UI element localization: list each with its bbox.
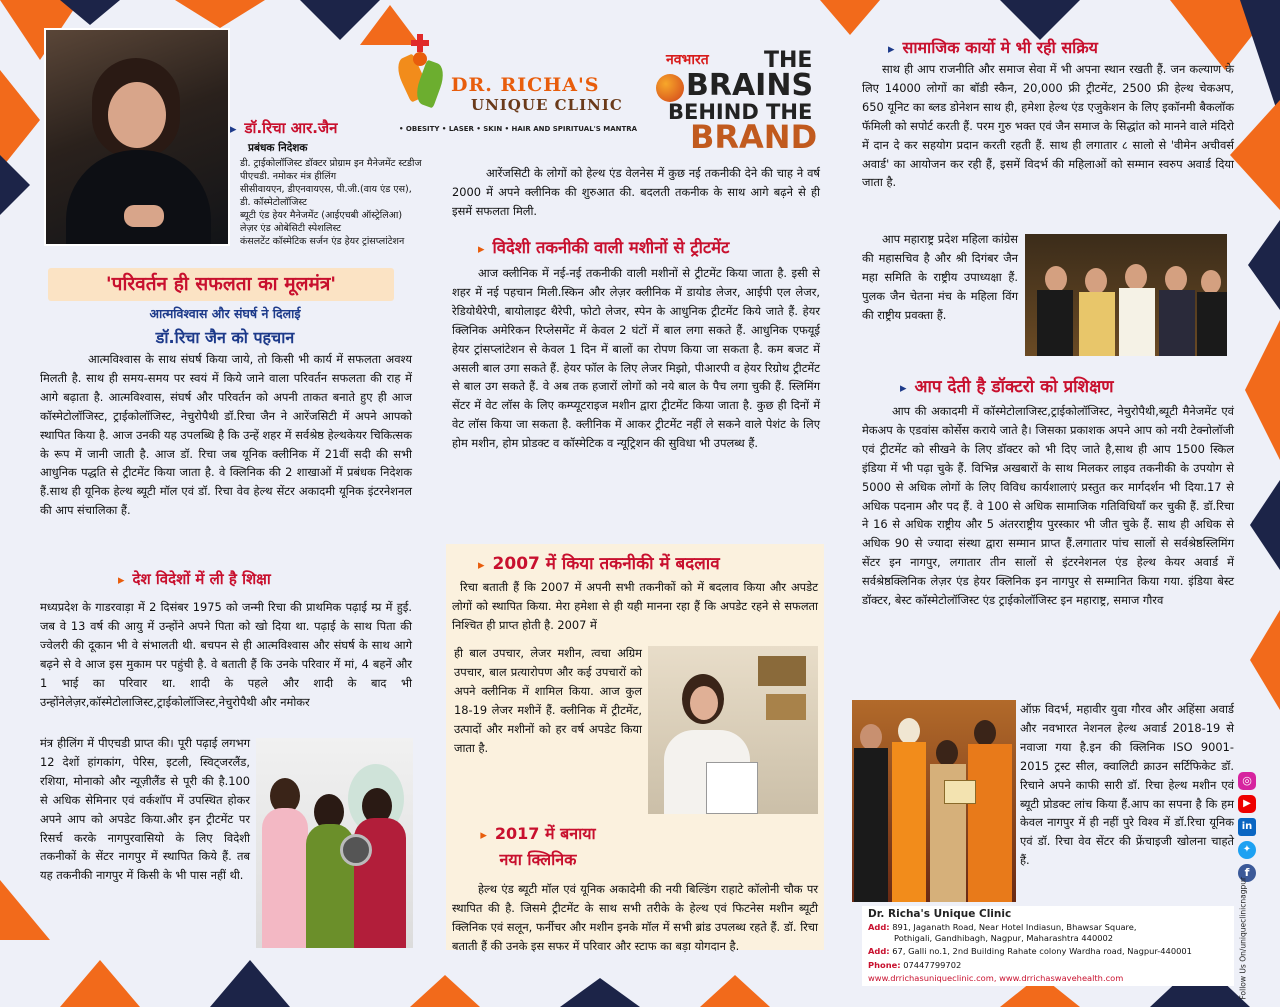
navbharat-logo: नवभारत: [666, 52, 709, 68]
col3-para2: आप महाराष्ट्र प्रदेश महिला कांग्रेस की महासचिव है और श्री दिगंबर जैन महा समिति के राष्ट्रीय उपाध्यक्षा हैं. पुलक जैन चेतना मंच के महिला विंग की राष्ट्रीय प्रवक्ता हैं.: [862, 232, 1018, 322]
col1-para2: मध्यप्रदेश के गाडरवाड़ा में 2 दिसंबर 1975 को जन्मी रिचा की प्राथमिक पढ़ाई म्प्र में हुई. जब वे 13 वर्ष की आयु में उन्होंने अपने पिता को खो दिया था. पढ़ाई के साथ पिता की ज्वेलरी की दूकान भी वे संभालती थी. बचपन से ही आत्मविश्वास और संघर्ष के साथ आगे बढ़ने से वे आज इस मुकाम पर पहुंची है. वे बताती हैं कि उनके परिवार में मां, 4 बहनें और 1 भाई का परिवार था. शादी के पहले और शादी के बाद भी उन्होंनेलेज़र,कॉस्मेटोलाजिस्ट,ट्राईकोलॉजिस्ट,नेचुरोपैथी और नमोकर: [40, 600, 412, 709]
profile-name: डॉ.रिचा आर.जैन: [244, 119, 338, 137]
clinic-logo: [393, 34, 638, 142]
headline-banner: [48, 268, 394, 301]
bullet-icon: ▸: [888, 42, 895, 57]
address-1-line-2: Pothigali, Gandhibagh, Nagpur, Maharashtra 440002: [894, 933, 1114, 943]
subhead-name: डॉ.रिचा जैन को पहचान: [155, 328, 295, 347]
col2-head3-line1: [468, 822, 608, 848]
address-1-line-1: 891, Jaganath Road, Near Hotel Indiasun, Bhawsar Square,: [892, 922, 1137, 932]
credential-line: सीसीवायएन, डीएनवायएस, पी.जी.(वाय एंड एस),: [240, 184, 412, 195]
award-photo-group: [256, 738, 413, 948]
twitter-icon[interactable]: ✦: [1238, 841, 1256, 859]
col2-head3-line2: नया क्लिनिक: [499, 850, 577, 869]
subhead: आत्मविश्वास और संघर्ष ने दिलाई: [149, 306, 301, 321]
bullet-icon: ▸: [480, 828, 487, 843]
clinic-tagline: • OBESITY • LASER • SKIN • HAIR AND SPIRITUAL'S MANTRA: [399, 125, 638, 133]
bullet-icon: ▸: [118, 573, 125, 588]
col3-para1: साथ ही आप राजनीति और समाज सेवा में भी अपना स्थान रखती हैं. जन कल्याण के लिए 14000 लोगों का बॉडी स्कैन, 20,000 फ्री ट्रीटमेंट, 2500 फ्री हेल्थ चेकअप, 650 यूनिट का ब्लड डोनेशन साथ ही, हमेशा हेल्थ एंड एजुकेशन के लिए इकॉनमी बैकलॉक फॅमिली को सपोर्ट करती हैं. परम गुरु भक्त एवं जैन समाज के सिद्धांत को मानने वाले मंदिरो में दान दे कर सहयोग प्रदान करती रहती हैं. साथ ही लगातार ८ सालो से 'वीमेन अचीवर्स अवार्ड' का आयोजन कर रही हैं, इसमें विदर्भ की महिलाओं को सम्मान स्वरुप अवार्ड दिया जाता है.: [862, 62, 1234, 190]
credential-line: डी. कॉस्मेटोलॉजिस्ट: [240, 197, 307, 208]
col2-head2: [478, 551, 720, 574]
col3-head1: [888, 36, 1098, 58]
contact-address-1: [868, 922, 1137, 944]
contact-phone: [868, 960, 961, 970]
col2-head3-text: 2017 में बनाया: [494, 824, 596, 843]
col2-head3: [468, 822, 608, 872]
col2-head1: [478, 235, 729, 258]
credential-line: लेज़र एंड ओबेसिटी स्पेशलिस्ट: [240, 223, 341, 234]
credential-line: पीएचडी. नमोकर मंत्र हीलिंग: [240, 171, 337, 182]
col3-head2-text: आप देती है डॉक्टरो को प्रशिक्षण: [914, 377, 1114, 397]
facebook-icon[interactable]: f: [1238, 864, 1256, 882]
clinic-title-2: UNIQUE CLINIC: [471, 96, 623, 114]
col1-head2-text: देश विदेशों में ली है शिक्षा: [132, 570, 271, 588]
feature-masthead: [656, 44, 826, 154]
clinic-title-1: DR. RICHA'S: [451, 74, 600, 96]
col2-para1: आज क्लीनिक में नई-नई तकनीकी वाली मशीनों से ट्रीटमेंट किया जाता है. इसी से शहर में नई पहचान मिली.स्किन और लेज़र क्लीनिक में डायोड लेजर, आईपी एल लेजर, रेडियोथैरेपी, बायोलाइट थैरेपी, फोटो लेजर, स्पेन के आधुनिक ट्रीटमेंट किये जाते हैं. हेयर क्लिनिक अमेरिकन रिप्लेसमेंट में केवल 2 घंटों में बाल लगा सकते हैं. आधुनिक एफयूई हेयर ट्रांसप्लांटेशन से केवल 1 दिन में बालों का रोपण किया जा सकता है. कम बजट में असली बाल उगा सकते हैं. हेयर फॉल के लिए लेजर मिझो, पीआरपी व हेयर रिग्रोथ ट्रीटमेंट से बाल उग सकते हैं. वे अब तक हजारों लोगों को नये बाल के पैच लगा चुकी हैं. स्लिमिंग सेंटर में वेट लॉस के लिए कम्प्यूटराइज मशीन द्वारा ट्रीटमेंट किया जाता है. कुछ ही दिनों में वेट लॉस किया जा सकता है. क्लीनिक में आकर ट्रीटमेंट नहीं ले सकने वाले पेशंट के लिए होम मशीन, होम प्रोडक्ट व कॉस्मेटिक व न्यूट्रिशन की सुविधा भी उपलब्ध हैं.: [452, 266, 820, 451]
col2-para3: हेल्थ एंड ब्यूटी मॉल एवं यूनिक अकादेमी की नयी बिल्डिंग राहाटे कॉलोनी चौक पर स्थापित की है. जिसमे ट्रीटमेंट के साथ सभी तरीके के हेल्थ एवं फिटनेस मशीन ब्यूटी क्लिनिक एवं सलून, फर्नीचर और मशीन इनके मॉल में सभी ब्रांड उपलब्ध रहते हैं. डॉ. रिचा बताती हैं की उनके इस सफर में परिवार और स्टाफ का बड़ा योगदान है.: [452, 882, 818, 953]
youtube-icon[interactable]: ▶: [1238, 795, 1256, 813]
col1-para1: आत्मविश्वास के साथ संघर्ष किया जाये, तो किसी भी कार्य में सफलता अवश्य मिलती है. साथ ही समय-समय पर स्वयं में किये जाने वाला परिवर्तन सफलता की राह में आगे बढ़ाता है. आत्मविश्वास, संघर्ष और परिवर्तन को अपनी ताकत बनाते हुए ही आज कॉस्मेटोलॉजिस्ट, ट्राईकोलॉजिस्ट, नेचुरोपैथी डॉ.रिचा जैन ने आरेंजसिटी में अपने आपको स्थापित किया है. आज उनकी यह उपलब्धि है कि उन्हें शहर में सर्वश्रेष्ठ हेल्थकेयर चिकित्सक के रूप में जानी जाती है. आज डॉ. रिचा जब यूनिक क्लीनिक में 21वीं सदी की सभी आधुनिक पद्धति से ट्रीटमेंट किया जाता है. वे क्लिनिक की 2 शाखाओं में प्रबंधक निदेशक हैं.साथ ही यूनिक हेल्थ ब्यूटी मॉल एवं डॉ. रिचा वेव हेल्थ सेंटर अकादमी यूनिक इंटरनेशनल की आप संचालिका हैं.: [40, 352, 412, 518]
phone-label: Phone:: [868, 960, 901, 970]
bullet-icon: ▸: [478, 242, 485, 257]
col1-head2: [118, 569, 271, 589]
contact-box: [862, 906, 1234, 986]
contact-clinic-name: Dr. Richa's Unique Clinic: [868, 908, 1012, 920]
col3-para4: ऑफ़ विदर्भ, महावीर युवा गौरव और अहिंसा अवार्ड और नवभारत नेशनल हेल्थ अवार्ड 2018-19 से नवाजा गया है.इन की क्लिनिक ISO 9001-2015 ट्रस्ट सील, क्वालिटी क्राउन सर्टिफिकेट डॉ. रिचाने अपने काफी सारी डॉ. रिचा हेल्थ मशीन एवं ब्यूटी प्रोडक्ट लांच किया हैं.आप का सपना है कि हम केवल नागपुर में ही नहीं पुरे विश्व में डॉ.रिचा यूनिक एवं डॉ. रिचा वेव सेंटर की फ्रेंचाइजी खोलना चाहते हैं.: [1020, 702, 1234, 868]
headline-text: 'परिवर्तन ही सफलता का मूलमंत्र': [105, 273, 337, 295]
leaf-figure-icon: [397, 48, 449, 118]
feature-title-1: THE: [764, 48, 813, 73]
profile-photo: [44, 28, 230, 246]
address-label: Add:: [868, 922, 890, 932]
feature-title-3: BEHIND THE: [668, 100, 813, 124]
col3-head1-text: सामाजिक कार्यो मे भी रही सक्रिय: [902, 38, 1098, 57]
bullet-icon: ▸: [478, 558, 485, 573]
col2-head2-text: 2007 में किया तकनीकी में बदलाव: [492, 554, 720, 574]
follow-us-text: Follow Us On/uniqueclinicnagpur: [1238, 876, 1248, 1000]
feature-title-2: BRAINS: [686, 68, 814, 103]
linkedin-icon[interactable]: in: [1238, 818, 1256, 836]
award-ceremony-photo: [852, 700, 1016, 902]
address-2-text: 67, Galli no.1, 2nd Building Rahate colony Wardha road, Nagpur-440001: [892, 946, 1192, 956]
credential-line: कंसलटेंट कॉस्मेटिक सर्जन एंड हेयर ट्रांसप्लांटेशन: [240, 236, 405, 247]
col2-para2: रिचा बताती हैं कि 2007 में अपनी सभी तकनीकों को में बदलाव किया और अपडेट लोगों को स्थापित किया. मेरा हमेशा से ही यही मानना रहा हैं कि अपडेट रहने से सफलता निश्चित ही प्राप्त होती है. 2007 में: [452, 580, 818, 632]
phone-number[interactable]: 07447799702: [903, 960, 962, 970]
col3-para3: आप की अकादमी में कॉस्मेटोलाजिस्ट,ट्राईकोलॉजिस्ट, नेचुरोपैथी,ब्यूटी मैनेजमेंट एवं मेकअप के एडवांस कोर्सेस कराये जाते है। जिसका प्रकाशक अपने आप को नयी टेक्नोलॉजी एवं ट्रीटमेंट को सीखने के लिए डॉक्टर को भी दिए जाते है,साथ ही आप 1500 स्किल इंडिया में भी पढ़ा चुके हैं. विभिन्न अखबारों के साथ मिलकर लाइव तकनीकी के उपयोग से 5000 से अधिक लोगों के लिए विविध कार्यशालाएं प्रस्तुत कर मार्गदर्शन भी दिया.17 से अधिक पदनाम और पद हैं. वे 100 से अधिक सामाजिक गतिविधियाँ कर चुकी हैं. डॉ.रिचा ने 16 से अधिक राष्ट्रीय और 5 अंतरराष्ट्रीय पुरस्कार भी जीत चुके हैं. साथ ही अधिक से अधिक 90 से ज्यादा संस्था द्वारा सम्मान प्राप्त हैं.लगातार पांच सालों से सर्वश्रेष्ठस्लिमिंग सेंटर इन नागपुर, लगातार तीन सालों से इंटरनेशनल एंड हेल्थ केयर अवार्ड में सर्वश्रेष्ठक्लिनिक लेज़र एंड हेयर क्लिनिक इन नागपुर से सम्मानित किया गया. इंडिया बेस्ट डॉक्टर, बेस्ट कॉस्मेटोलॉजिस्ट एंड ट्राईकोलॉजिस्ट इन महाराष्ट्र, समाज गौरव: [862, 404, 1234, 608]
profile-designation: प्रबंधक निदेशक: [248, 142, 308, 154]
contact-address-2: [868, 946, 1192, 956]
credential-line: डी. ट्राईकोलॉजिस्ट डॉक्टर प्रोग्राम इन मैनेजमेंट स्टडीज: [240, 158, 422, 169]
col2-intro: आरेंजसिटी के लोगों को हेल्थ एंड वेलनेस में कुछ नई तकनीकी देने की चाह ने वर्ष 2000 में अपने क्लीनिक की शुरुआत की. बदलती तकनीक के साथ आगे बढ़ने से ही इसमें सफलता मिली.: [452, 166, 820, 218]
address-label: Add:: [868, 946, 890, 956]
award-photo-single: [648, 646, 818, 814]
bullet-icon: ▸: [900, 381, 907, 396]
feature-title-4: BRAND: [690, 118, 818, 156]
col1-para3: मंत्र हीलिंग में पीएचडी प्राप्त की। पूरी पढ़ाई लगभग 12 देशों हांगकांग, पेरिस, इटली, स्विट्जरलैंड, रशिया, मोनाको और न्यूज़ीलैंड से पूरी की है.100 से अधिक सेमिनार एवं वर्कशॉप में उपस्थित होकर अपने आप को अपडेट किया.और इन ट्रीटमेंट पर रिसर्च करके नागपुरवासियो के लिए विदेशी तकनीकों के सेंटर नागपुर में स्थापित किये हैं. तब यह तकनीकी नागपुर में किसी के भी पास नहीं थी.: [40, 736, 250, 883]
col2-para2b: ही बाल उपचार, लेजर मशीन, त्वचा अग्रिम उपचार, बाल प्रत्यारोपण और कई उपचारों को अपने क्लीनिक में शामिल किया. आज कुल 18-19 लेजर मशीनें हैं. क्लीनिक में ट्रीटमेंट, उत्पादों और मशीनों को हर वर्ष अपडेट किया जाता है.: [454, 646, 642, 755]
bullet-icon: ▸: [230, 122, 237, 137]
brain-icon: [656, 74, 684, 102]
credential-line: ब्यूटी एंड हेयर मैनेजमेंट (आईएचबी ऑस्ट्रेलिआ): [240, 210, 403, 221]
col3-head2: [900, 374, 1114, 397]
contact-websites[interactable]: www.drrichasuniqueclinic.com, www.drrichaswavehealth.com: [868, 973, 1124, 983]
event-photo: [1025, 234, 1227, 356]
col2-head1-text: विदेशी तकनीकी वाली मशीनों से ट्रीटमेंट: [492, 238, 730, 257]
profile-credentials: [240, 157, 460, 248]
instagram-icon[interactable]: ◎: [1238, 772, 1256, 790]
